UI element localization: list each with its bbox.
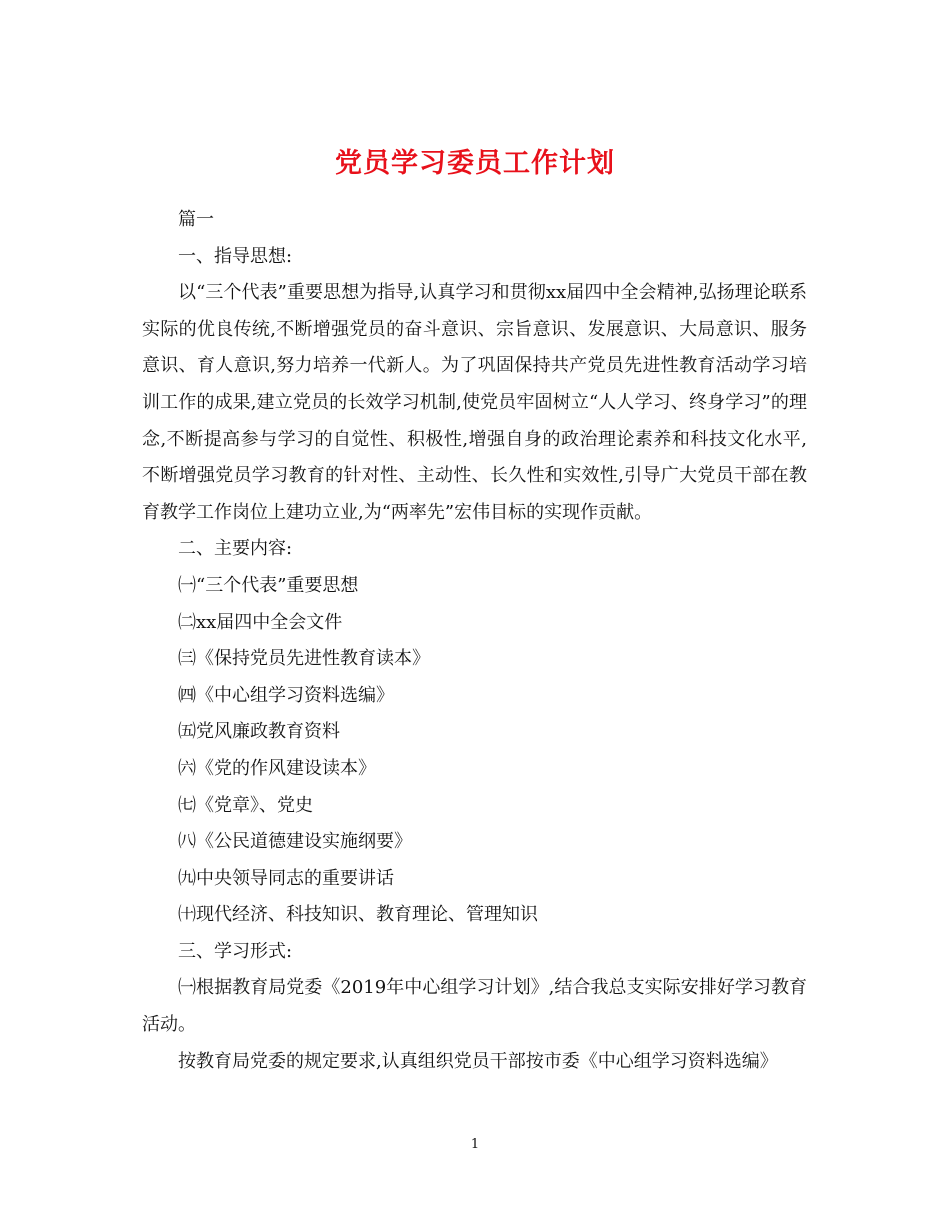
list-item: ㈡xx届四中全会文件 bbox=[178, 611, 343, 633]
section-heading: 二、主要内容: bbox=[178, 538, 293, 560]
document-body bbox=[142, 202, 807, 1080]
list-item: ㈠“三个代表”重要思想 bbox=[178, 574, 359, 596]
page-number: 1 bbox=[470, 1137, 480, 1152]
list-item: ㈦《党章》、党史 bbox=[178, 794, 313, 816]
list-item: ㈤党风廉政教育资料 bbox=[178, 721, 340, 743]
list-item: ㈧《公民道德建设实施纲要》 bbox=[178, 831, 412, 853]
list-item: ㈨中央领导同志的重要讲话 bbox=[178, 867, 394, 889]
list-item: ㈣《中心组学习资料选编》 bbox=[178, 684, 394, 706]
list-item: ㈥《党的作风建设读本》 bbox=[178, 757, 376, 779]
body-paragraph: ㈠根据教育局党委《2019年中心组学习计划》,结合我总支实际安排好学习教育活动。 bbox=[142, 977, 807, 1036]
section-heading: 篇一 bbox=[178, 209, 214, 230]
list-item: ㈩现代经济、科技知识、教育理论、管理知识 bbox=[178, 904, 538, 926]
body-paragraph: 以“三个代表”重要思想为指导,认真学习和贯彻xx届四中全会精神,弘扬理论联系实际的优良传统,不断增强党员的奋斗意识、宗旨意识、发展意识、大局意识、服务意识、育人意识,努力培养一代新人。为了巩固保持共产党员先进性教育活动学习培训工作的成果,建立党员的长效学习机制,使党员牢固树立“人人学习、终身学习”的理念,不断提高参与学习的自觉性、积极性,增强自身的政治理论素养和科技文化水平,不断增强党员学习教育的针对性、主动性、长久性和实效性,引导广大党员干部在教育教学工作岗位上建功立业,为“两率先”宏伟目标的实现作贡献。 bbox=[142, 282, 807, 523]
section-heading: 一、指导思想: bbox=[178, 245, 293, 267]
list-item: ㈢《保持党员先进性教育读本》 bbox=[178, 648, 430, 670]
body-paragraph: 按教育局党委的规定要求,认真组织党员干部按市委《中心组学习资料选编》 bbox=[178, 1050, 778, 1072]
section-heading: 三、学习形式: bbox=[178, 940, 293, 962]
document-title: 党员学习委员工作计划 bbox=[335, 148, 615, 180]
